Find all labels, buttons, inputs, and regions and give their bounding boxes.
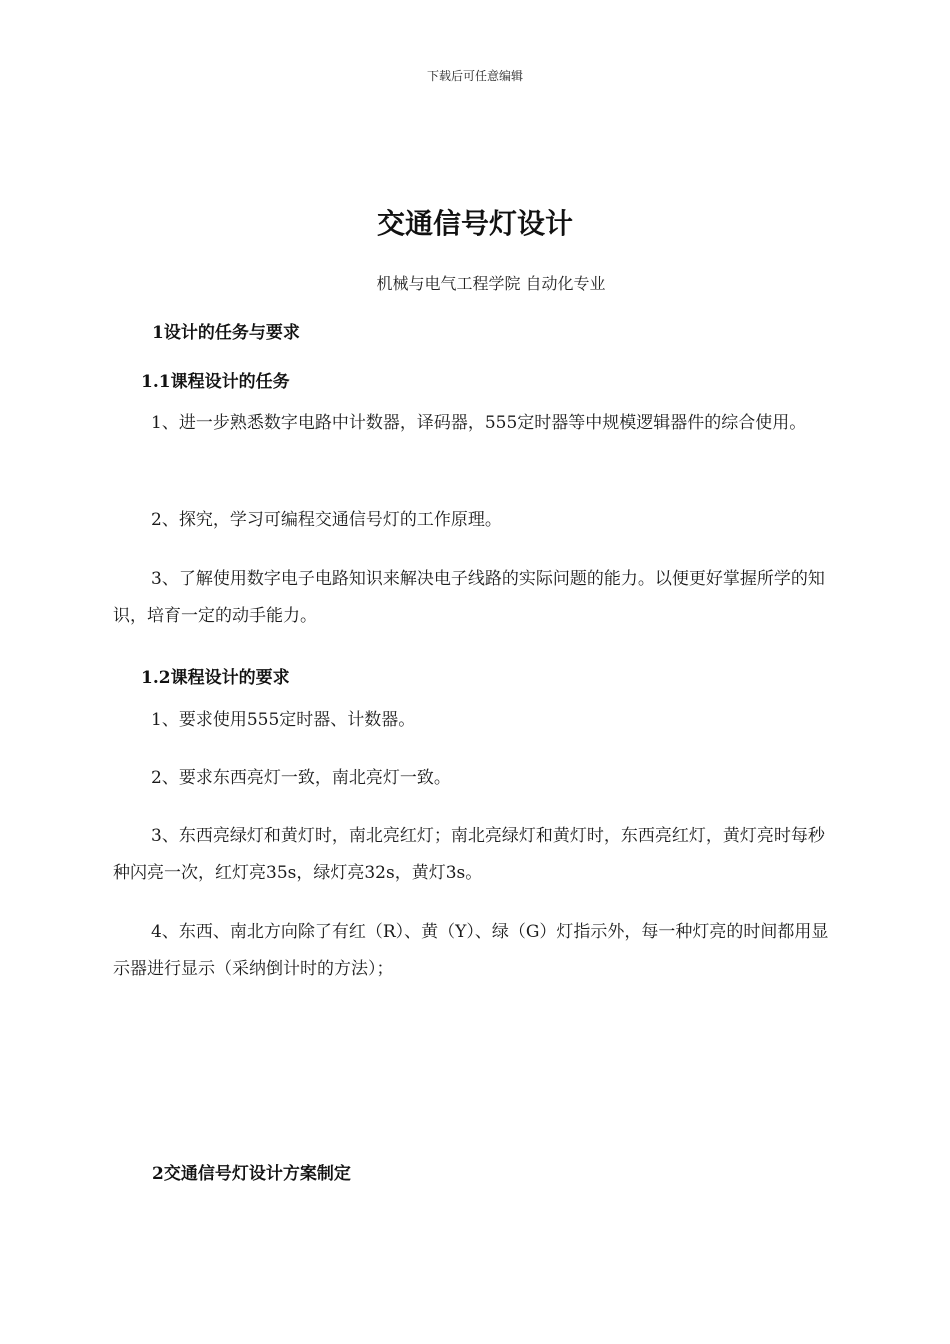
requirement-item-1: 1、要求使用555定时器、计数器。 <box>151 710 416 730</box>
requirement-item-4: 4、东西、南北方向除了有红（R）、黄（Y）、绿（G）灯指示外，每一种灯亮的时间都用显示器进行显示（采纳倒计时的方法）； <box>113 922 829 979</box>
requirement-item-3: 3、东西亮绿灯和黄灯时，南北亮红灯；南北亮绿灯和黄灯时，东西亮红灯，黄灯亮时每秒种闪亮一次，红灯亮35s，绿灯亮32s，黄灯3s。 <box>113 826 825 883</box>
section-heading-1: 1设计的任务与要求 <box>152 323 300 343</box>
section-heading-1-1: 1.1课程设计的任务 <box>141 372 290 392</box>
task-item-1: 1、进一步熟悉数字电路中计数器，译码器，555定时器等中规模逻辑器件的综合使用。 <box>151 413 807 433</box>
document-subtitle: 机械与电气工程学院 自动化专业 <box>376 274 606 293</box>
task-item-2: 2、探究，学习可编程交通信号灯的工作原理。 <box>151 510 502 530</box>
section-heading-2: 2交通信号灯设计方案制定 <box>152 1164 351 1184</box>
requirement-item-2: 2、要求东西亮灯一致，南北亮灯一致。 <box>151 768 451 788</box>
document-title: 交通信号灯设计 <box>376 207 573 240</box>
task-item-3: 3、了解使用数字电子电路知识来解决电子线路的实际问题的能力。以便更好掌握所学的知识，培育一定的动手能力。 <box>113 569 825 626</box>
header-note: 下载后可任意编辑 <box>426 69 523 83</box>
section-heading-1-2: 1.2课程设计的要求 <box>141 668 290 688</box>
